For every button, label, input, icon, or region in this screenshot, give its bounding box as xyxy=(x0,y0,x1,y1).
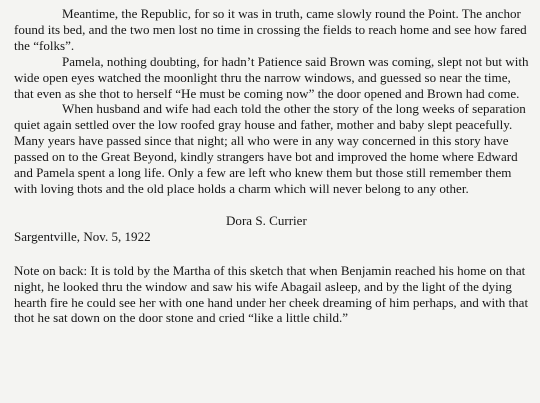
author-signature: Dora S. Currier xyxy=(226,212,307,228)
note-on-back: Note on back: It is told by the Martha of this sketch that when Benjamin reached his home on that night, he looked thru the window and saw his wife Abagail asleep, and by the light of the dying hearth fire he could see her with one hand under her cheek dreaming of him perhaps, and with that thot he sat down on the door stone and cried “like a little child.” xyxy=(14,262,529,326)
paragraph-epilogue: When husband and wife had each told the other the story of the long weeks of separation quiet again settled over the low roofed gray house and father, mother and baby slept peacefully. Many years have passed since that night; all who were in any way concerned in this story have passed on to the Great Beyond, kindly strangers have bot and improved the home where Edward and Pamela spent a long life. Only a few are left who knew them but those still remember them with loving thots and the old place holds a charm which will never belong to any other. xyxy=(14,101,526,196)
place-and-date: Sargentville, Nov. 5, 1922 xyxy=(14,228,151,244)
paragraph-arrival: Meantime, the Republic, for so it was in truth, came slowly round the Point. The anchor found its bed, and the two men lost no time in crossing the fields to reach home and see how fared the “folks”. xyxy=(14,6,527,53)
paragraph-pamela-waiting: Pamela, nothing doubting, for hadn’t Patience said Brown was coming, slept not but with wide open eyes watched the moonlight thru the narrow windows, and guessed so near the time, that even as she thot to herself “He must be coming now” the door opened and Brown had come. xyxy=(14,53,529,101)
